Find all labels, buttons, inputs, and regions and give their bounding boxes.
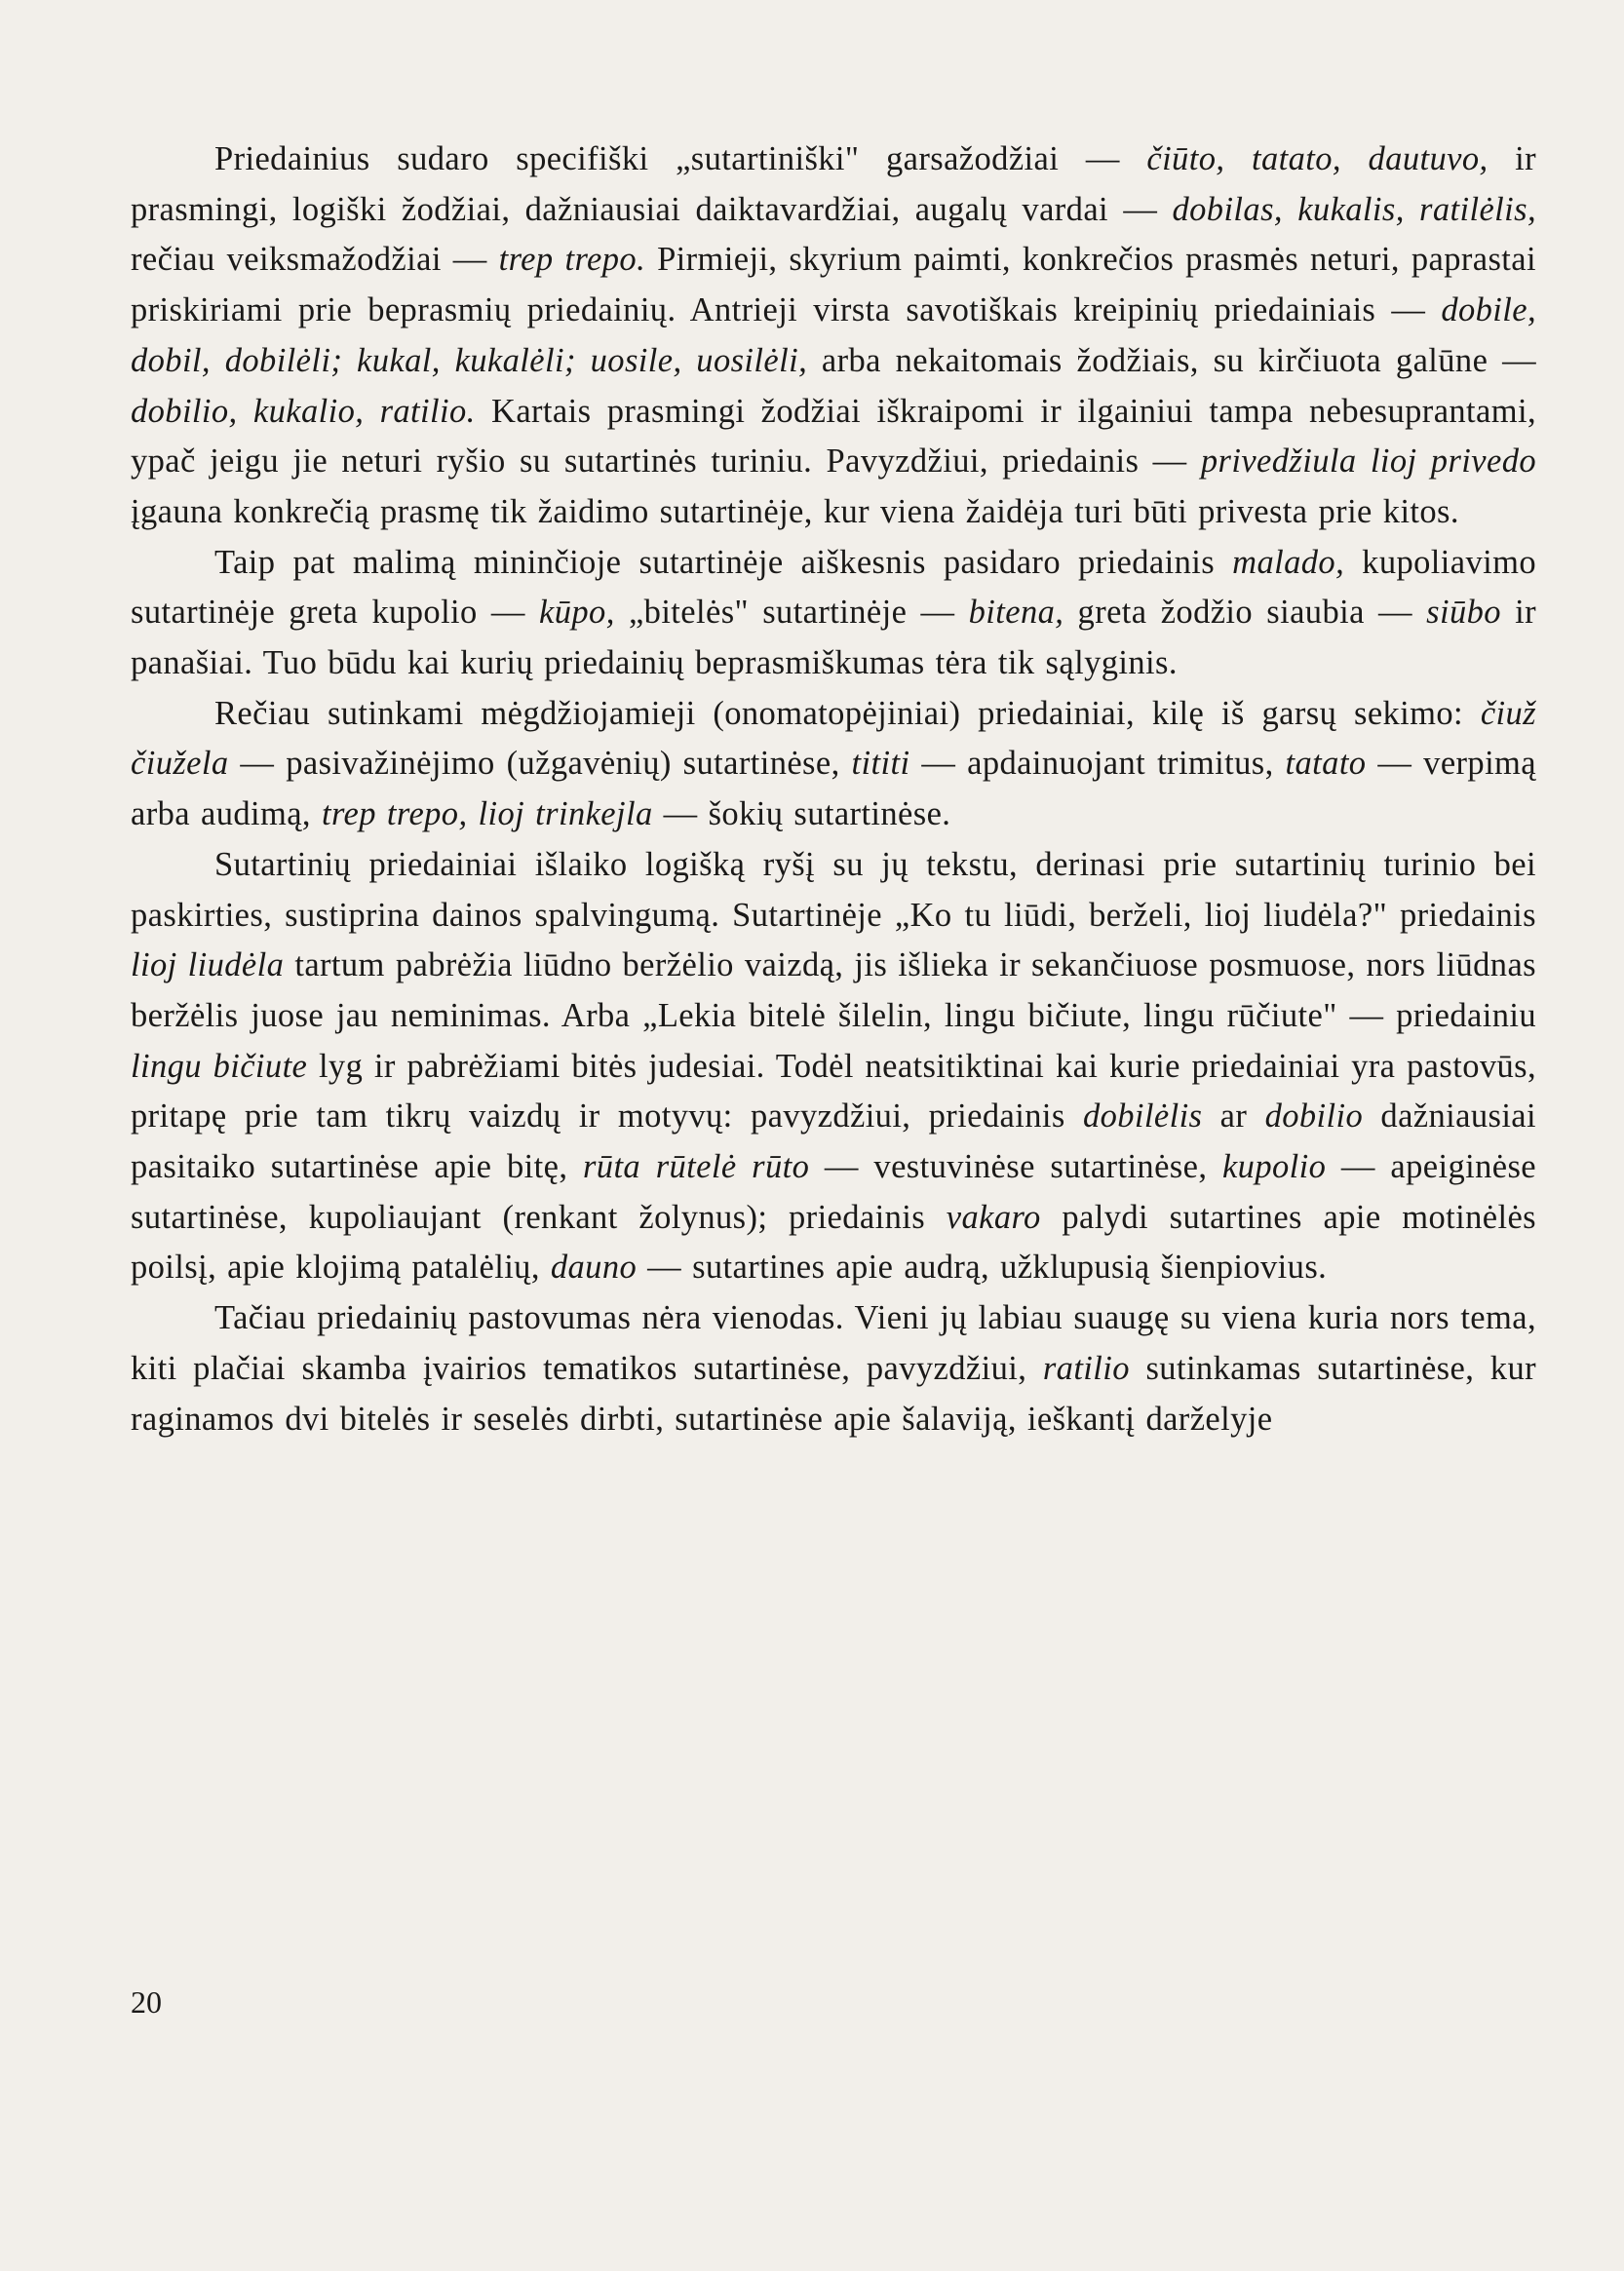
italic-term: čiūto, tatato, dautuvo, xyxy=(1146,140,1489,177)
paragraph xyxy=(131,840,1536,1293)
italic-term: tatato xyxy=(1285,745,1367,783)
text-run: rečiau veiksmažodžiai — xyxy=(131,241,499,279)
italic-term: kūpo, xyxy=(539,594,615,632)
italic-term: dobilėlis xyxy=(1082,1097,1203,1136)
text-run: sutinkamas sutartinėse, kur raginamos dvi bitelės ir seselės dirbti, sutartinėse apie šalaviją, ieškantį darželyje xyxy=(131,1349,1536,1438)
italic-term: kupolio xyxy=(1221,1148,1327,1186)
text-run: ir prasmingi, logiški žodžiai, dažniausiai daiktavardžiai, augalų vardai — xyxy=(131,140,1537,228)
text-run: Priedainius sudaro specifiški „sutartiniški" garsažodžiai — xyxy=(214,140,1147,177)
italic-term: lingu bičiute xyxy=(131,1047,308,1085)
italic-term: dobilio xyxy=(1264,1097,1364,1136)
text-run: — vestuvinėse sutartinėse, xyxy=(809,1148,1222,1186)
italic-term: dobilio, kukalio, ratilio. xyxy=(131,392,476,430)
paragraph xyxy=(131,689,1536,840)
page-number: 20 xyxy=(131,1984,162,2020)
text-run: Taip pat malimą mininčioje sutartinėje aiškesnis pasidaro priedainis xyxy=(214,543,1233,581)
text-run: — šokių sutartinėse. xyxy=(652,795,951,833)
text-run: tartum pabrėžia liūdno beržėlio vaizdą, jis išlieka ir sekančiuose posmuose, nors liūdnas beržėlis juose jau neminimas. Arba „Lekia bitelė šilelin, lingu bičiute, lingu rūčiute" — priedainiu xyxy=(131,946,1536,1034)
text-run: — pasivažinėjimo (užgavėnių) sutartinėse, xyxy=(228,745,852,783)
text-run: ir panašiai. Tuo būdu kai kurių priedainių beprasmiškumas tėra tik sąlyginis. xyxy=(131,594,1536,682)
italic-term: trep trepo, lioj trinkejla xyxy=(322,795,653,833)
italic-term: privedžiula lioj privedo xyxy=(1200,443,1536,481)
italic-term: lioj liudėla xyxy=(131,946,285,984)
text-run: Kartais prasmingi žodžiai iškraipomi ir ilgainiui tampa nebesuprantami, ypač jeigu jie neturi ryšio su sutartinės turiniu. Pavyzdžiui, priedainis — xyxy=(131,392,1537,481)
italic-term: dobilas, kukalis, ratilėlis, xyxy=(1172,190,1536,228)
italic-term: trep trepo. xyxy=(498,241,646,279)
text-run: — verpimą arba audimą, xyxy=(131,745,1536,833)
text-run: palydi sutartines apie motinėlės poilsį, apie klojimą patalėlių, xyxy=(131,1198,1536,1287)
text-run: arba nekaitomais žodžiais, su kirčiuota galūne — xyxy=(807,341,1536,379)
text-run: — apdainuojant trimitus, xyxy=(909,745,1286,783)
italic-term: dauno xyxy=(550,1249,638,1287)
italic-term: malado, xyxy=(1232,543,1345,581)
paragraph xyxy=(131,1293,1536,1444)
text-run: — sutartines apie audrą, užklupusią šienpiovius. xyxy=(637,1249,1328,1287)
italic-term: čiuž čiužela xyxy=(131,694,1536,783)
text-run: įgauna konkrečią prasmę tik žaidimo sutartinėje, kur viena žaidėja turi būti privesta prie kitos. xyxy=(131,492,1459,530)
text-run: dažniausiai pasitaiko sutartinėse apie bitę, xyxy=(131,1097,1537,1186)
text-run: „bitelės" sutartinėje — xyxy=(614,594,969,632)
italic-term: bitena, xyxy=(968,594,1064,632)
text-run: Sutartinių priedainiai išlaiko logišką ryšį su jų tekstu, derinasi prie sutartinių turinio bei paskirties, sustiprina dainos spalvingumą. Sutartinėje „Ko tu liūdi, berželi, lioj liudėla?" priedainis xyxy=(131,845,1536,934)
italic-term: ratilio xyxy=(1042,1349,1130,1387)
body-text xyxy=(131,135,1536,1444)
text-run: Rečiau sutinkami mėgdžiojamieji (onomatopėjiniai) priedainiai, kilę iš garsų sekimo: xyxy=(214,694,1481,732)
text-run: ar xyxy=(1202,1097,1265,1136)
italic-term: tititi xyxy=(851,745,910,783)
italic-term: vakaro xyxy=(946,1198,1041,1236)
paragraph xyxy=(131,538,1536,689)
italic-term: siūbo xyxy=(1426,594,1501,632)
paragraph xyxy=(131,135,1536,538)
text-run: greta žodžio siaubia — xyxy=(1063,594,1427,632)
text-run: — apeiginėse sutartinėse, kupoliaujant (renkant žolynus); priedainis xyxy=(131,1148,1536,1236)
text-run: lyg ir pabrėžiami bitės judesiai. Todėl neatsitiktinai kai kurie priedainiai yra pastovūs, pritapę prie tam tikrų vaizdų ir motyvų: pavyzdžiui, priedainis xyxy=(131,1047,1536,1136)
italic-term: dobile, dobil, dobilėli; kukal, kukalėli; uosile, uosilėli, xyxy=(131,291,1536,379)
text-run: Pirmieji, skyrium paimti, konkrečios prasmės neturi, paprastai priskiriami prie beprasmių priedainių. Antrieji virsta savotiškais kreipinių priedainiais — xyxy=(131,241,1536,329)
text-run: kupoliavimo sutartinėje greta kupolio — xyxy=(131,543,1536,632)
text-run: Tačiau priedainių pastovumas nėra vienodas. Vieni jų labiau suaugę su viena kuria nors tema, kiti plačiai skamba įvairios tematikos sutartinėse, pavyzdžiui, xyxy=(131,1299,1536,1387)
italic-term: rūta rūtelė rūto xyxy=(582,1148,810,1186)
